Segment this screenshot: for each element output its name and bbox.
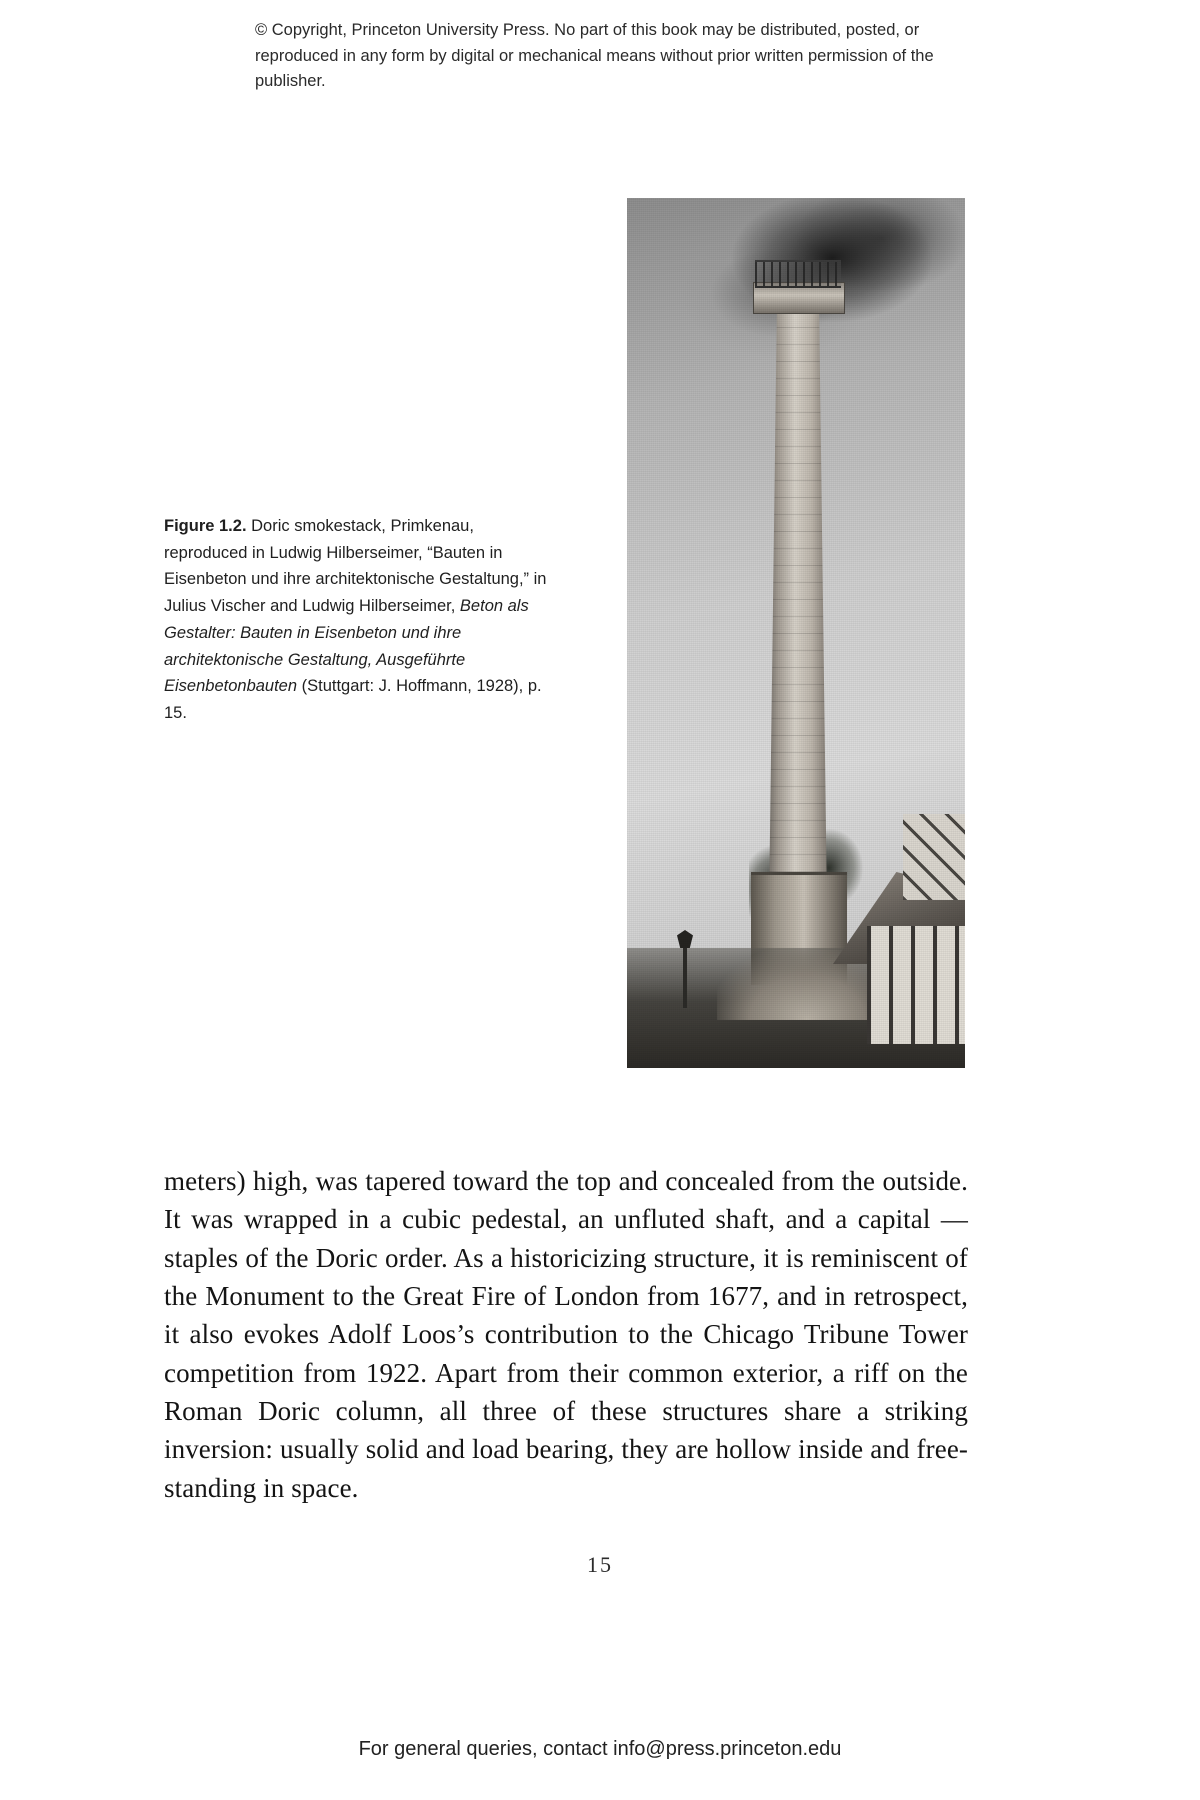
- page-number: 15: [587, 1552, 613, 1577]
- figure-caption-text-2: (Stuttgart: J. Hoffmann, 1928), p. 15.: [164, 677, 542, 723]
- photo-grain-overlay: [627, 198, 965, 1068]
- figure-caption-title: Beton als Gestalter: Bauten in Eisenbeton und ihre architektonische Gestaltung, Ausgeführte Eisenbetonbauten: [164, 597, 529, 696]
- figure-caption-label: Figure 1.2.: [164, 517, 247, 535]
- figure-caption: [164, 513, 549, 727]
- copyright-notice: © Copyright, Princeton University Press. No part of this book may be distributed, posted, or reproduced in any form by digital or mechanical means without prior written permission of the publisher.: [255, 21, 934, 91]
- figure-image: [627, 198, 965, 1068]
- body-paragraph: meters) high, was tapered toward the top and concealed from the outside. It was wrapped in a cubic pedestal, an unfluted shaft, and a capital — staples of the Doric order. As a historicizing structure, it is reminiscent of the Monument to the Great Fire of London from 1677, and in retrospect, it also evokes Adolf Loos’s contribution to the Chicago Tribune Tower competition from 1922. Apart from their common exterior, a riff on the Roman Doric column, all three of these structures share a striking inversion: usually solid and load bearing, they are hollow inside and free-standing in space.: [164, 1166, 968, 1503]
- figure-caption-text-1: Doric smokestack, Primkenau, reproduced in Ludwig Hilberseimer, “Bauten in Eisenbeton und ihre architektonische Gestaltung,” in Julius Vischer and Ludwig Hilberseimer,: [164, 517, 547, 616]
- footer-contact: For general queries, contact info@press.princeton.edu: [358, 1738, 842, 1760]
